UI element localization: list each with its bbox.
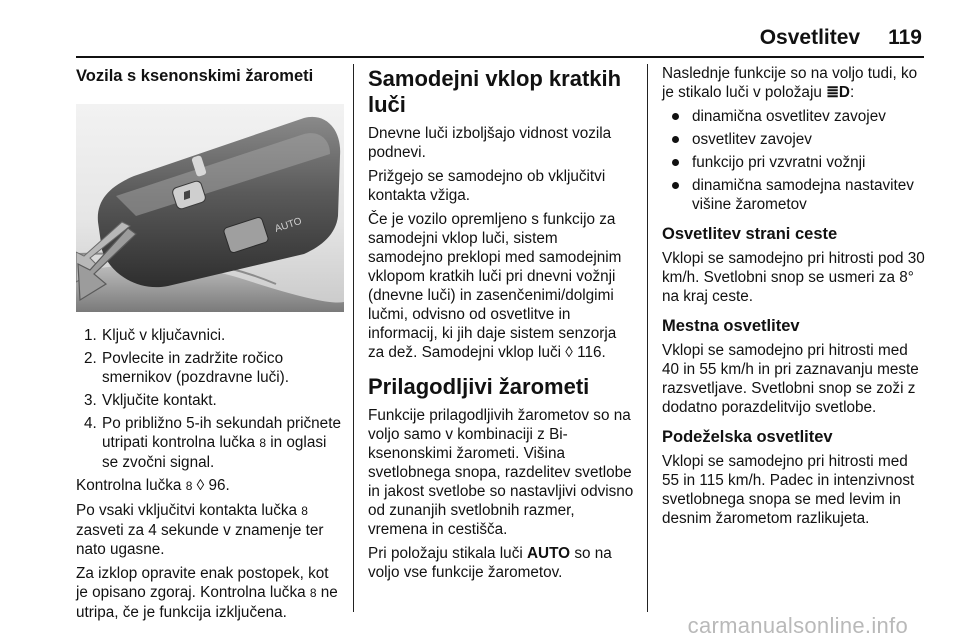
paragraph: Prižgejo se samodejno ob vključitvi kontakta vžiga.	[368, 168, 606, 204]
list-item: 1. Ključ v ključavnici.	[84, 327, 226, 344]
paragraph: Kontrolna lučka 8 ◊ 96.	[76, 477, 230, 494]
paragraph: Vklopi se samodejno pri hitrosti med 55 in 115 km/h. Padec in intenzivnost svetlobnega snopa se med levim in desnim žarometom razlikujeta.	[662, 453, 915, 527]
paragraph: Pri položaju stikala luči AUTO so na voljo vse funkcije žarometov.	[368, 545, 612, 581]
functions-list	[662, 107, 928, 214]
lamp-icon: 8	[259, 436, 266, 450]
header-rule	[76, 56, 924, 58]
lamp-icon: 8	[309, 586, 317, 600]
paragraph: Funkcije prilagodljivih žarometov so na voljo samo v kombinaciji z Bi-ksenonskimi žarometi. Višina svetlobnega snopa, razdelitev svetlobe in jakost svetlobe so nastavljivi odvisno od zunanjih svetlobnih razmer, vremena in cestišča.	[368, 407, 634, 538]
section-heading-country: Osvetlitev strani ceste	[662, 225, 838, 243]
paragraph: Dnevne luči izboljšajo vidnost vozila podnevi.	[368, 125, 612, 161]
paragraph: Vklopi se samodejno pri hitrosti med 40 in 55 km/h in pri zaznavanju meste razsvetljave. Svetlobni snop se zoži z dodatno porazdelitvijo svetlobe.	[662, 342, 919, 416]
svg-text:AUTO: AUTO	[273, 215, 304, 235]
column-divider	[647, 64, 648, 612]
paragraph: Vklopi se samodejno pri hitrosti pod 30 km/h. Svetlobni snop se usmeri za 8° na kraj ceste.	[662, 250, 925, 305]
bullet-icon	[672, 182, 679, 189]
section-heading-auto-lights: Samodejni vklop kratkih luči	[368, 66, 622, 117]
watermark: carmanualsonline.info	[687, 613, 908, 638]
bullet-icon	[672, 113, 679, 120]
page-ref-icon: ◊	[565, 344, 573, 361]
bullet-icon	[672, 159, 679, 166]
list-item: 4. Po približno 5-ih sekundah pričnete utripati kontrolna lučka 8 in oglasi se zvočni signal.	[84, 415, 341, 471]
steps-list	[76, 326, 344, 472]
section-heading-xenon: Vozila s ksenonskimi žarometi	[76, 67, 314, 85]
list-item: dinamična samodejna nastavitev višine žarometov	[662, 176, 928, 214]
auto-label: AUTO	[527, 545, 571, 562]
section-heading-rural: Podeželska osvetlitev	[662, 428, 833, 446]
lever-photo	[76, 104, 344, 312]
page-number: 119	[888, 26, 922, 49]
chapter-title: Osvetlitev	[759, 26, 861, 49]
page-header	[760, 28, 922, 47]
bullet-icon	[672, 136, 679, 143]
paragraph: Če je vozilo opremljeno s funkcijo za samodejni vklop luči, sistem samodejno preklopi med samodejnim vklopom kratkih luči pri dnevni vožnji (dnevne luči) in zasenčenimi/dolgimi lučmi, odvisno od osvetlitve in informacij, ki jih daje sistem senzorja za dež. Samodejni vklop luči ◊ 116.	[368, 211, 622, 361]
column-middle	[368, 64, 634, 587]
paragraph: Naslednje funkcije so na voljo tudi, ko je stikalo luči v položaju ≣D:	[662, 65, 918, 101]
section-heading-adaptive: Prilagodljivi žarometi	[368, 374, 590, 399]
turn-signal-lever-image	[76, 104, 344, 312]
page-ref-link[interactable]: 116.	[577, 344, 606, 361]
low-beam-icon: ≣D	[826, 84, 850, 101]
section-heading-town: Mestna osvetlitev	[662, 317, 800, 335]
column-right	[662, 64, 928, 533]
lamp-icon: 8	[301, 504, 308, 518]
page-ref-link[interactable]: 96.	[208, 477, 230, 494]
page-ref-icon: ◊	[196, 477, 205, 494]
list-item: osvetlitev zavojev	[662, 130, 928, 149]
column-left	[76, 64, 344, 627]
list-item: 2. Povlecite in zadržite ročico smernikov (pozdravne luči).	[84, 350, 290, 386]
column-divider	[353, 64, 354, 612]
list-item: 3. Vključite kontakt.	[84, 392, 217, 409]
list-item: dinamična osvetlitev zavojev	[662, 107, 928, 126]
list-item: funkcijo pri vzvratni vožnji	[662, 153, 928, 172]
paragraph: Za izklop opravite enak postopek, kot je opisano zgoraj. Kontrolna lučka 8 ne utripa, če je funkcija izključena.	[76, 565, 338, 621]
lamp-icon: 8	[185, 479, 193, 493]
paragraph: Po vsaki vključitvi kontakta lučka 8 zasveti za 4 sekunde v znamenje ter nato ugasne.	[76, 502, 324, 558]
